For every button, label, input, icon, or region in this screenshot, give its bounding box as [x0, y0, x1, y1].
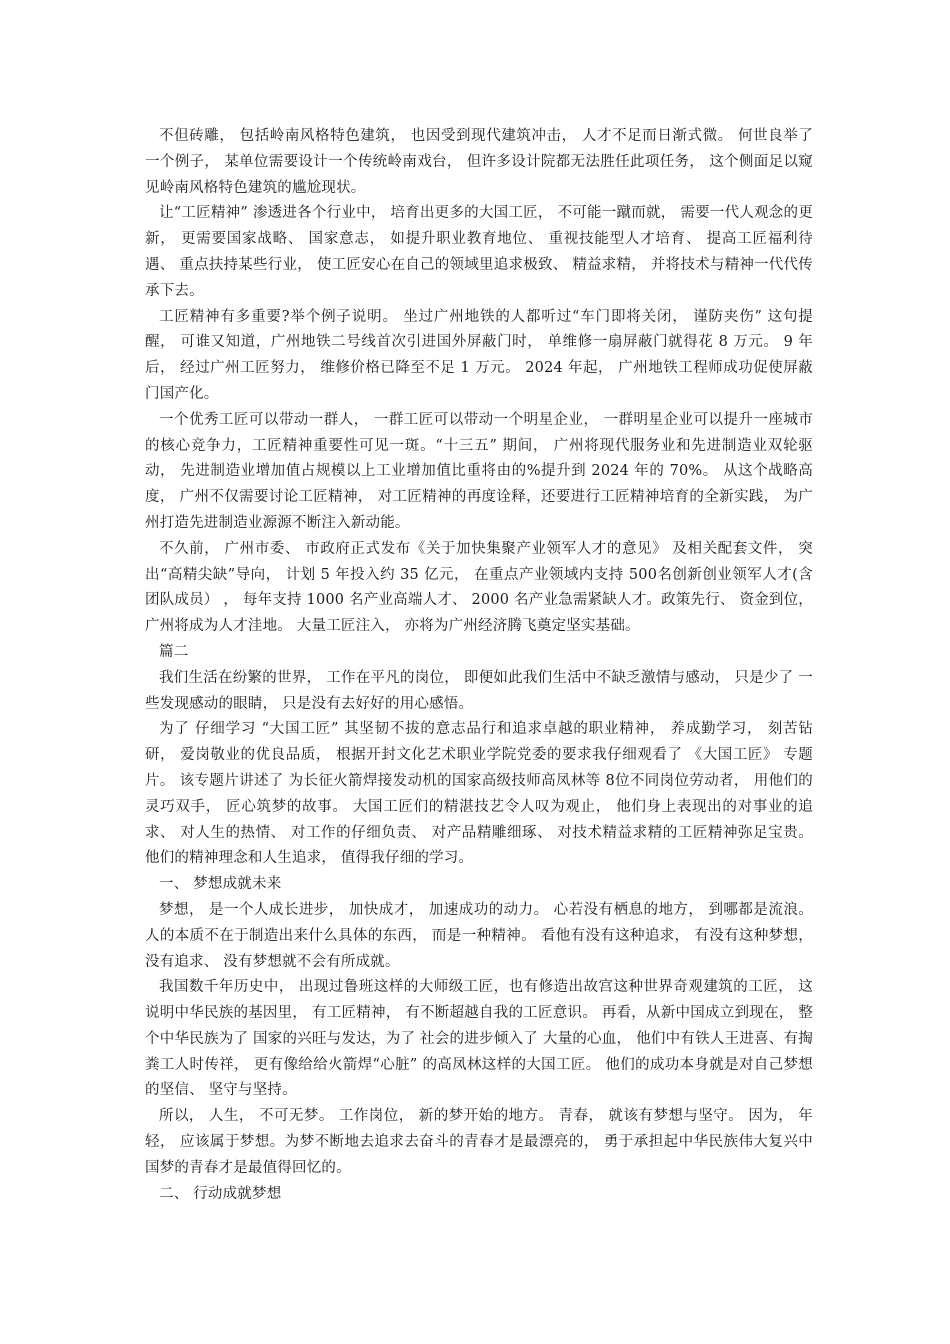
paragraph-5: 不久前， 广州市委、 市政府正式发布《关于加快集聚产业领军人才的意见》 及相关配套文件， 突出“高精尖缺”导向， 计划 5 年投入约 35 亿元， 在重点产业领域内支持 500名创新创业领军人才(含团队成员） ， 每年支持 1000 名产业高端人才、 2000 名产业急需紧缺人才。政策先行、 资金到位，广州将成为人才洼地。 大量工匠注入， 亦将为广州经济腾飞奠定坚实基础。 — [145, 540, 813, 635]
heading-2: 二、 行动成就梦想 — [159, 1185, 282, 1202]
document-page — [145, 124, 813, 1207]
paragraph-9: 我国数千年历史中， 出现过鲁班这样的大师级工匠，也有修造出故宫这种世界奇观建筑的工匠， 这说明中华民族的基因里， 有工匠精神， 有不断超越自我的工匠意识。 再看，从新中国成立到现在， 整个中华民族为了 国家的兴旺与发达，为了 社会的进步倾入了 大量的心血， 他们中有铁人王进喜、有掏粪工人时传祥， 更有像给给火箭焊“心脏” 的高凤林这样的大国工匠。 他们的成功本身就是对自己梦想的坚信、 坚守与坚持。 — [145, 979, 813, 1099]
paragraph-7: 为了 仔细学习 “大国工匠” 其坚韧不拔的意志品行和追求卓越的职业精神， 养成勤学习， 刻苦钻研， 爱岗敬业的优良品质， 根据开封文化艺术职业学院党委的要求我仔细观看了 《大国工匠》 专题片。 该专题片讲述了 为长征火箭焊接发动机的国家高级技师高凤林等 8位不同岗位劳动者， 用他们的灵巧双手， 匠心筑梦的故事。 大国工匠们的精湛技艺令人叹为观止， 他们身上表现出的对事业的追求、 对人生的热情、 对工作的仔细负责、 对产品精雕细琢、 对技术精益求精的工匠精神弥足宝贵。 他们的精神理念和人生追求， 值得我仔细的学习。 — [145, 721, 813, 867]
paragraph-4: 一个优秀工匠可以带动一群人， 一群工匠可以带动一个明星企业， 一群明星企业可以提升一座城市的核心竞争力，工匠精神重要性可见一斑。“十三五” 期间， 广州将现代服务业和先进制造业双轮驱动， 先进制造业增加值占规模以上工业增加值比重将由的%提升到 2024 年的 70%。 从这个战略高度， 广州不仅需要讨论工匠精神， 对工匠精神的再度诠释，还要进行工匠精神培育的全新实践， 为广州打造先进制造业源源不断注入新动能。 — [145, 411, 813, 531]
paragraph-6: 我们生活在纷繁的世界， 工作在平凡的岗位， 即便如此我们生活中不缺乏激情与感动， 只是少了 一些发现感动的眼睛， 只是没有去好好的用心感悟。 — [145, 669, 813, 712]
paragraph-3: 工匠精神有多重要?举个例子说明。 坐过广州地铁的人都听过“车门即将关闭， 谨防夹伤” 这句提醒， 可谁又知道，广州地铁二号线首次引进国外屏蔽门时， 单维修一扇屏蔽门就得花 8 万元。 9 年后， 经过广州工匠努力， 维修价格已降至不足 1 万元。 2024 年起， 广州地铁工程师成功促使屏蔽门国产化。 — [145, 308, 813, 402]
paragraph-1: 不但砖雕， 包括岭南风格特色建筑， 也因受到现代建筑冲击， 人才不足而日渐式微。 何世良举了 一个例子， 某单位需要设计一个传统岭南戏台， 但许多设计院都无法胜任此项任务， 这个侧面足以窥见岭南风格特色建筑的尴尬现状。 — [145, 128, 813, 196]
paragraph-10: 所以， 人生， 不可无梦。 工作岗位， 新的梦开始的地方。 青春， 就该有梦想与坚守。 因为， 年轻， 应该属于梦想。为梦不断地去追求去奋斗的青春才是最漂亮的， 勇于承担起中华民族伟大复兴中国梦的青春才是最值得回忆的。 — [145, 1108, 813, 1176]
paragraph-2: 让“工匠精神” 渗透进各个行业中， 培育出更多的大国工匠， 不可能一蹴而就， 需要一代人观念的更新， 更需要国家战略、 国家意志， 如提升职业教育地位、 重视技能型人才培育、 提高工匠福利待遇、 重点扶持某些行业， 使工匠安心在自己的领域里追求极致、 精益求精， 并将技术与精神一代代传承下去。 — [145, 205, 813, 299]
heading-1: 一、 梦想成就未来 — [159, 876, 282, 893]
section-title: 篇二 — [159, 643, 189, 660]
paragraph-8: 梦想， 是一个人成长进步， 加快成才， 加速成功的动力。 心若没有栖息的地方， 到哪都是流浪。 人的本质不在于制造出来什么具体的东西， 而是一种精神。 看他有没有这种追求， 有没有这种梦想， 没有追求、 没有梦想就不会有所成就。 — [145, 901, 813, 970]
